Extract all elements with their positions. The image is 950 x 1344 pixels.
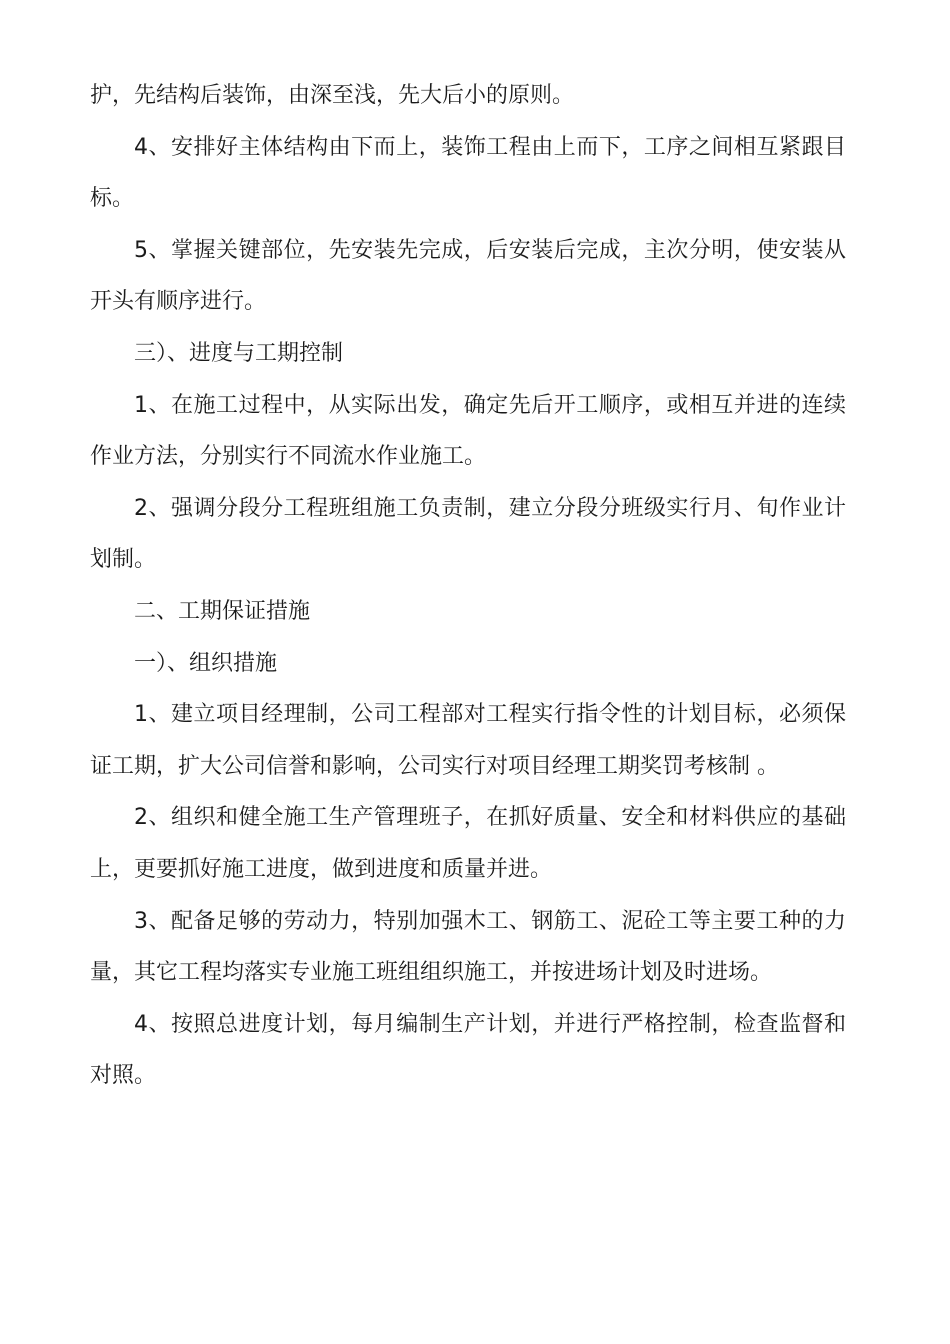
document-body: [90, 70, 846, 1102]
paragraph-item-5: 5、掌握关键部位，先安装先完成，后安装后完成，主次分明，使安装从开头有顺序进行。: [90, 237, 846, 315]
paragraph-item-1: 1、在施工过程中，从实际出发，确定先后开工顺序，或相互并进的连续作业方法，分别实行不同流水作业施工。: [90, 392, 846, 470]
section-heading-progress-control: 三）、进度与工期控制: [134, 340, 344, 366]
section-heading-schedule-measures: 二、工期保证措施: [134, 598, 311, 624]
paragraph-org-item-4: 4、按照总进度计划，每月编制生产计划，并进行严格控制，检查监督和对照。: [90, 1011, 846, 1089]
paragraph-item-4: 4、安排好主体结构由下而上，装饰工程由上而下，工序之间相互紧跟目标。: [90, 134, 846, 212]
paragraph-item-2: 2、强调分段分工程班组施工负责制，建立分段分班级实行月、旬作业计划制。: [90, 495, 846, 573]
paragraph-org-item-2: 2、组织和健全施工生产管理班子，在抓好质量、安全和材料供应的基础上，更要抓好施工进度，做到进度和质量并进。: [90, 805, 846, 882]
paragraph-org-item-3: 3、配备足够的劳动力，特别加强木工、钢筋工、泥砼工等主要工种的力量，其它工程均落实专业施工班组组织施工，并按进场计划及时进场。: [90, 908, 846, 986]
subsection-heading-organization: 一）、组织措施: [134, 650, 278, 676]
paragraph-org-item-1: 1、建立项目经理制，公司工程部对工程实行指令性的计划目标，必须保证工期，扩大公司信誉和影响，公司实行对项目经理工期奖罚考核制 。: [90, 702, 846, 779]
paragraph-continuation: 护，先结构后装饰，由深至浅，先大后小的原则。: [90, 83, 575, 108]
